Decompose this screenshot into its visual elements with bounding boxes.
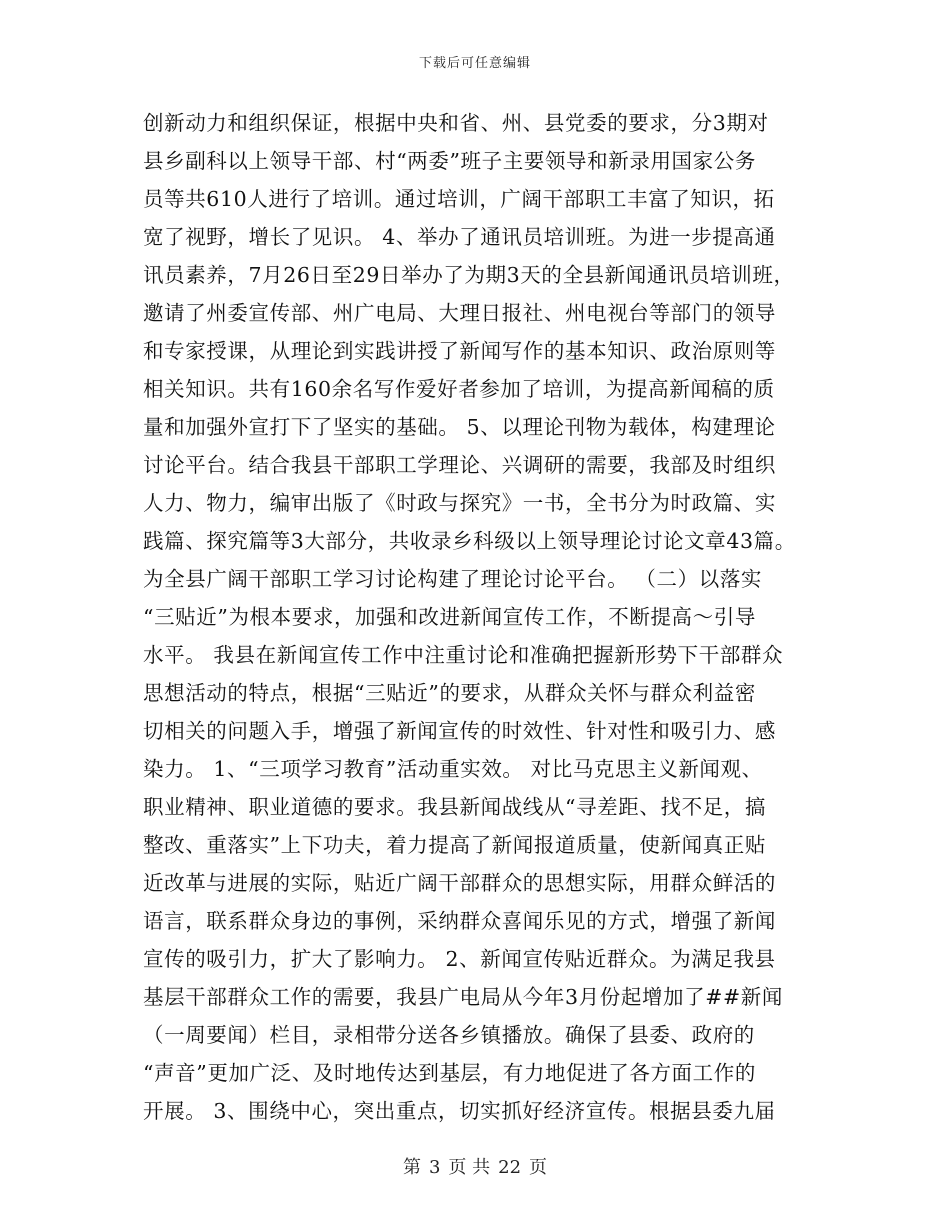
text-line: 开展。 3、围绕中心，突出重点，切实抓好经济宣传。根据县委九届	[143, 1099, 776, 1123]
text-line: 员等共610人进行了培训。通过培训，广阔干部职工丰富了知识，拓	[143, 187, 775, 211]
text-line: 相关知识。共有160余名写作爱好者参加了培训，为提高新闻稿的质	[143, 377, 775, 401]
text-line: 整改、重落实”上下功夫，着力提高了新闻报道质量，使新闻真正贴	[143, 833, 766, 857]
text-line: 和专家授课，从理论到实践讲授了新闻写作的基本知识、政治原则等	[143, 339, 776, 363]
text-line: “声音”更加广泛、及时地传达到基层，有力地促进了各方面工作的	[143, 1061, 756, 1085]
text-line: 创新动力和组织保证，根据中央和省、州、县党委的要求，分3期对	[143, 111, 769, 135]
text-line: 践篇、探究篇等3大部分，共收录乡科级以上领导理论讨论文章43篇。	[143, 529, 796, 553]
text-line: 人力、物力，编审出版了《时政与探究》一书，全书分为时政篇、实	[143, 491, 776, 515]
page-prefix: 第	[402, 1157, 421, 1178]
text-line: 职业精神、职业道德的要求。我县新闻战线从“寻差距、找不足，搞	[143, 795, 766, 819]
text-line: 思想活动的特点，根据“三贴近”的要求，从群众关怀与群众利益密	[143, 681, 756, 705]
text-line: 为全县广阔干部职工学习讨论构建了理论讨论平台。 （二）以落实	[143, 567, 763, 591]
page-total: 22	[498, 1157, 522, 1178]
text-line: 邀请了州委宣传部、州广电局、大理日报社、州电视台等部门的领导	[143, 301, 776, 325]
text-line: 宣传的吸引力，扩大了影响力。 2、新闻宣传贴近群众。为满足我县	[143, 947, 776, 971]
text-line: 基层干部群众工作的需要，我县广电局从今年3月份起增加了##新闻	[143, 985, 783, 1009]
page-footer	[0, 1153, 950, 1179]
text-line: 讯员素养，7月26日至29日举办了为期3天的全县新闻通讯员培训班，	[143, 263, 795, 287]
text-line: 县乡副科以上领导干部、村“两委”班子主要领导和新录用国家公务	[143, 149, 756, 173]
header-note: 下载后可任意编辑	[418, 56, 531, 71]
text-line: 量和加强外宣打下了坚实的基础。 5、以理论刊物为载体，构建理论	[143, 415, 776, 439]
document-body	[143, 104, 823, 1130]
text-line: 水平。 我县在新闻宣传工作中注重讨论和准确把握新形势下干部群众	[143, 643, 784, 667]
page-middle: 页 共	[448, 1157, 491, 1178]
text-line: 宽了视野，增长了见识。 4、举办了通讯员培训班。为进一步提高通	[143, 225, 776, 249]
page-number: 3	[428, 1157, 441, 1178]
text-line: 语言，联系群众身边的事例，采纳群众喜闻乐见的方式，增强了新闻	[143, 909, 776, 933]
text-line: 切相关的问题入手，增强了新闻宣传的时效性、针对性和吸引力、感	[143, 719, 776, 743]
text-line: （一周要闻）栏目，录相带分送各乡镇播放。确保了县委、政府的	[143, 1023, 755, 1047]
page-suffix: 页	[529, 1157, 548, 1178]
text-line: “三贴近”为根本要求，加强和改进新闻宣传工作，不断提高～引导	[143, 605, 756, 629]
text-line: 讨论平台。结合我县干部职工学理论、兴调研的需要，我部及时组织	[143, 453, 776, 477]
text-line: 染力。 1、“三项学习教育”活动重实效。 对比马克思主义新闻观、	[143, 757, 763, 781]
text-line: 近改革与进展的实际，贴近广阔干部群众的思想实际，用群众鲜活的	[143, 871, 776, 895]
